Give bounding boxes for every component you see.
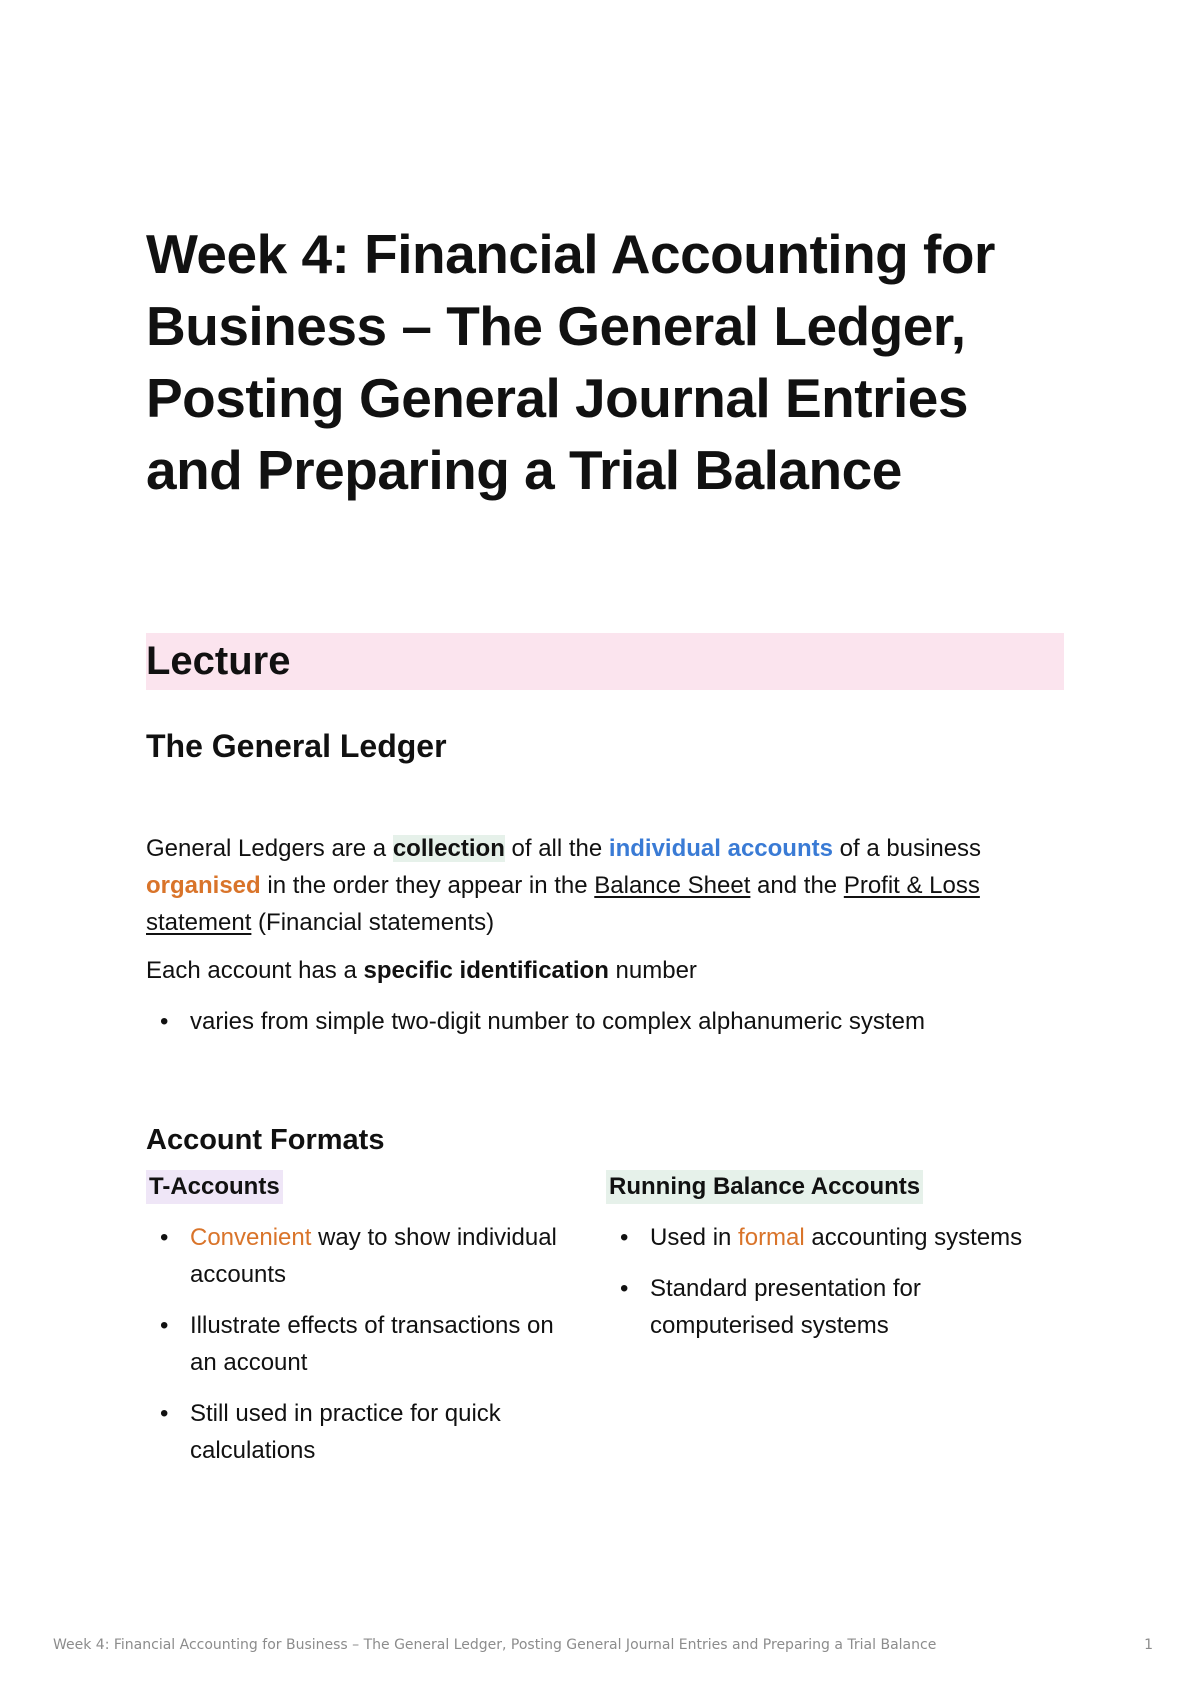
- subsection-heading-account-formats: Account Formats: [146, 1124, 385, 1156]
- list-item: [606, 1270, 1064, 1344]
- list-item-text: Illustrate effects of transactions on an account: [190, 1312, 554, 1376]
- underlined-balance-sheet: Balance Sheet: [594, 872, 751, 899]
- bullet-icon: •: [160, 1400, 169, 1427]
- text-run: number: [608, 957, 697, 984]
- column-title-t-accounts: T-Accounts: [146, 1170, 283, 1204]
- list-item-text: Used in: [650, 1224, 739, 1251]
- paragraph-identification-number: [146, 952, 1064, 989]
- highlight-formal: formal: [738, 1224, 805, 1251]
- list-item: [606, 1219, 1064, 1256]
- highlight-collection: collection: [392, 835, 505, 862]
- list-item: [146, 1395, 586, 1469]
- list-item-text: accounting systems: [804, 1224, 1023, 1251]
- column-title-running-balance: Running Balance Accounts: [606, 1170, 923, 1204]
- text-run: in the order they appear in the: [260, 872, 595, 899]
- bullet-icon: •: [160, 1008, 169, 1035]
- list-item-text: way to show individual accounts: [190, 1224, 557, 1288]
- list-item: [146, 1307, 586, 1381]
- bullet-icon: •: [620, 1275, 629, 1302]
- page-number: 1: [1144, 1637, 1153, 1653]
- highlight-individual-accounts: individual accounts: [608, 835, 833, 862]
- bullet-icon: •: [620, 1224, 629, 1251]
- text-run: of all the: [504, 835, 609, 862]
- bullet-icon: •: [160, 1312, 169, 1339]
- page-title: Week 4: Financial Accounting for Business – The General Ledger, Posting General Journal Entries and Preparing a Trial Balance: [146, 223, 995, 501]
- footer-text: Week 4: Financial Accounting for Business – The General Ledger, Posting General Journal Entries and Preparing a Trial Balance: [53, 1637, 937, 1653]
- list-item: [146, 1219, 586, 1293]
- bullet-icon: •: [160, 1224, 169, 1251]
- list-item-text: Standard presentation for computerised systems: [650, 1275, 921, 1339]
- text-run: and the: [750, 872, 844, 899]
- bullet-list-identification: [146, 1003, 1064, 1054]
- text-run: General Ledgers are a: [146, 835, 393, 862]
- text-run: Each account has a: [146, 957, 364, 984]
- bold-specific-identification: specific identification: [363, 957, 609, 984]
- subsection-heading-general-ledger: The General Ledger: [146, 728, 447, 764]
- page-footer: [53, 1637, 1153, 1653]
- text-run: (Financial statements): [251, 909, 495, 936]
- highlight-convenient: Convenient: [190, 1224, 312, 1251]
- column-running-balance-accounts: [606, 1170, 1064, 1358]
- list-item: [146, 1003, 1064, 1040]
- list-item-text: varies from simple two-digit number to complex alphanumeric system: [190, 1008, 925, 1035]
- underlined-profit-loss-statement: Profit & Loss statement: [146, 872, 980, 936]
- list-item-text: Still used in practice for quick calculations: [190, 1400, 501, 1464]
- text-run: of a business: [832, 835, 982, 862]
- column-t-accounts: [146, 1170, 586, 1483]
- paragraph-general-ledger: [146, 830, 1064, 941]
- section-heading-lecture: Lecture: [146, 633, 1064, 690]
- highlight-organised: organised: [146, 872, 261, 899]
